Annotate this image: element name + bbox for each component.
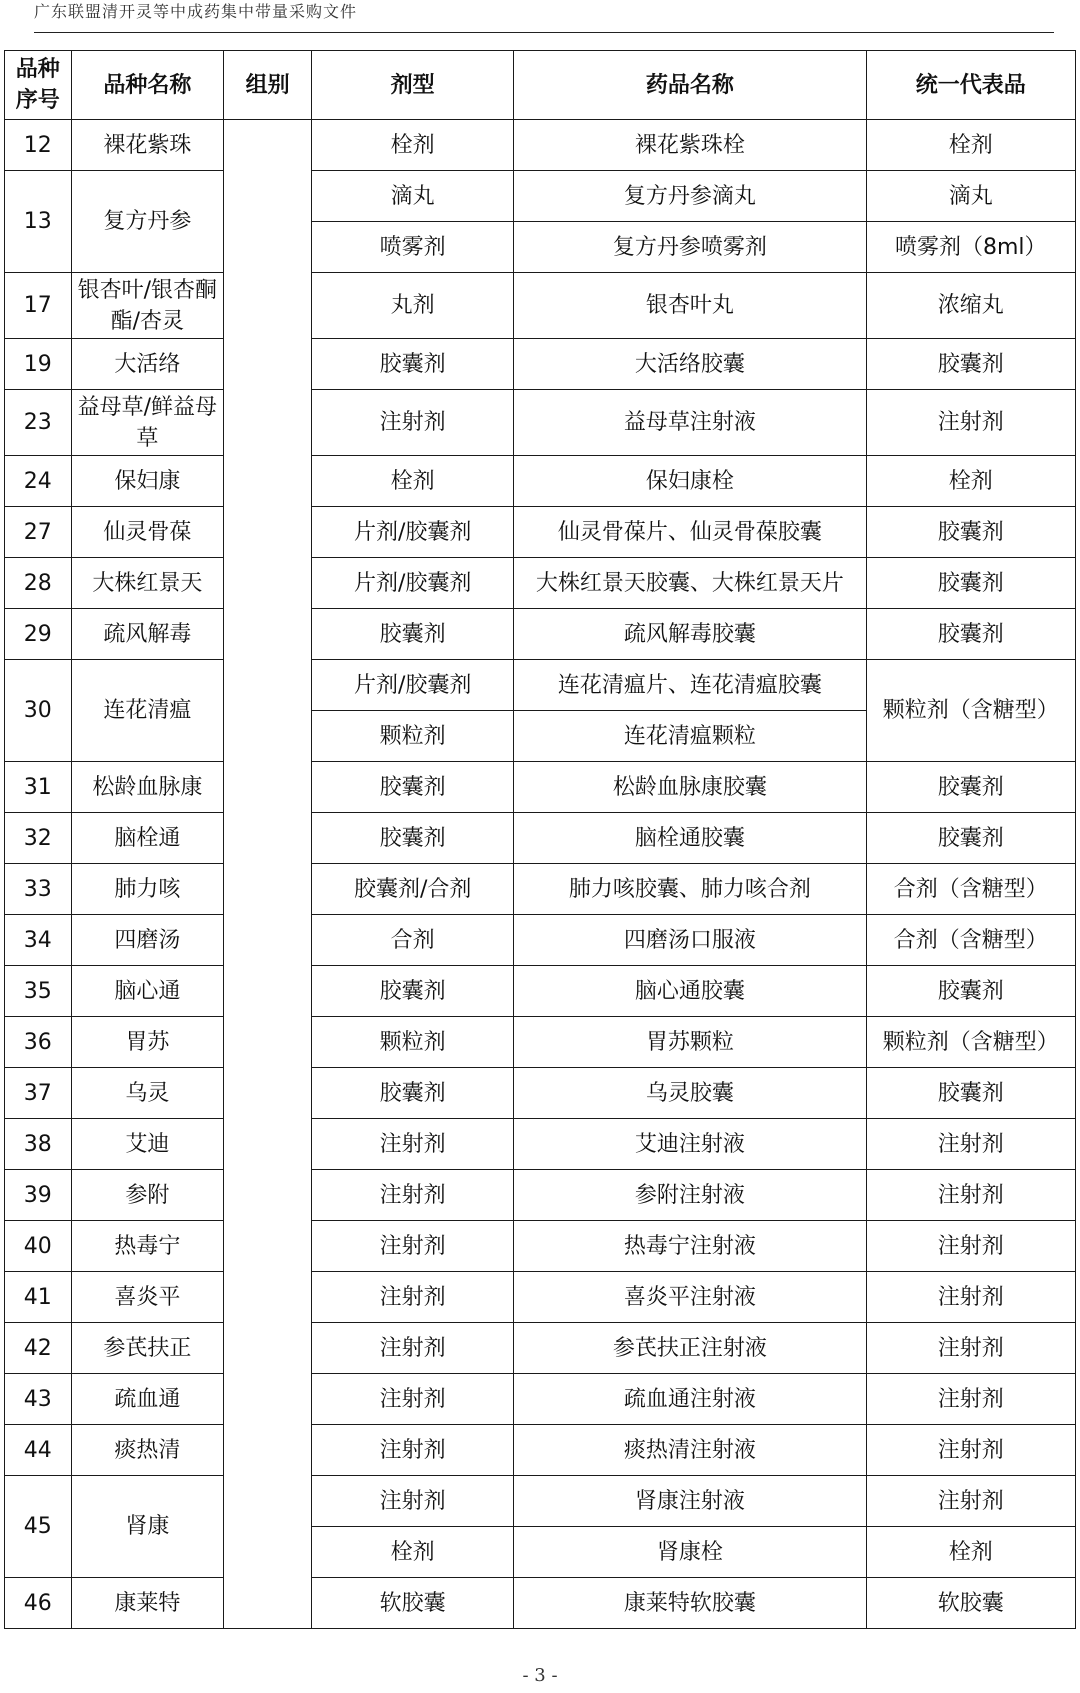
drug-cell: 胃苏颗粒 <box>514 1017 866 1068</box>
rep-cell: 胶囊剂 <box>866 558 1076 609</box>
variety-cell: 康莱特 <box>71 1578 224 1629</box>
form-cell: 胶囊剂 <box>312 966 514 1017</box>
document-header: 广东联盟清开灵等中成药集中带量采购文件 <box>34 2 358 21</box>
variety-cell: 肺力咳 <box>71 864 224 915</box>
table-row <box>5 1170 1076 1221</box>
table-row <box>5 1476 1076 1527</box>
rep-cell: 注射剂 <box>866 1476 1076 1527</box>
drug-cell: 肾康注射液 <box>514 1476 866 1527</box>
variety-cell: 益母草/鲜益母草 <box>71 390 224 456</box>
table-row <box>5 1374 1076 1425</box>
drug-cell: 大活络胶囊 <box>514 339 866 390</box>
form-cell: 胶囊剂 <box>312 813 514 864</box>
variety-cell: 大活络 <box>71 339 224 390</box>
drug-cell: 痰热清注射液 <box>514 1425 866 1476</box>
table-header-row <box>5 51 1076 120</box>
table-row <box>5 1578 1076 1629</box>
form-cell: 合剂 <box>312 915 514 966</box>
table-row <box>5 660 1076 711</box>
rep-cell: 胶囊剂 <box>866 1068 1076 1119</box>
table-row <box>5 1119 1076 1170</box>
table-row <box>5 1425 1076 1476</box>
rep-cell: 栓剂 <box>866 456 1076 507</box>
seq-cell: 38 <box>5 1119 72 1170</box>
rep-cell: 注射剂 <box>866 390 1076 456</box>
seq-cell: 36 <box>5 1017 72 1068</box>
header-seq: 品种 序号 <box>5 51 72 120</box>
table-row <box>5 966 1076 1017</box>
variety-cell: 松龄血脉康 <box>71 762 224 813</box>
rep-cell: 喷雾剂（8ml） <box>866 222 1076 273</box>
header-rep: 统一代表品 <box>866 51 1076 120</box>
table-row <box>5 1017 1076 1068</box>
form-cell: 栓剂 <box>312 456 514 507</box>
seq-cell: 35 <box>5 966 72 1017</box>
variety-cell: 疏风解毒 <box>71 609 224 660</box>
table-row <box>5 1272 1076 1323</box>
seq-cell: 40 <box>5 1221 72 1272</box>
variety-cell: 连花清瘟 <box>71 660 224 762</box>
form-cell: 丸剂 <box>312 273 514 339</box>
drug-cell: 疏风解毒胶囊 <box>514 609 866 660</box>
variety-cell: 肾康 <box>71 1476 224 1578</box>
variety-cell: 大株红景天 <box>71 558 224 609</box>
form-cell: 注射剂 <box>312 1323 514 1374</box>
drug-cell: 脑栓通胶囊 <box>514 813 866 864</box>
variety-cell: 银杏叶/银杏酮酯/杏灵 <box>71 273 224 339</box>
seq-cell: 34 <box>5 915 72 966</box>
drug-cell: 裸花紫珠栓 <box>514 120 866 171</box>
drug-cell: 热毒宁注射液 <box>514 1221 866 1272</box>
seq-cell: 27 <box>5 507 72 558</box>
rep-cell: 胶囊剂 <box>866 609 1076 660</box>
seq-cell: 42 <box>5 1323 72 1374</box>
seq-cell: 37 <box>5 1068 72 1119</box>
drug-cell: 连花清瘟片、连花清瘟胶囊 <box>514 660 866 711</box>
drug-cell: 松龄血脉康胶囊 <box>514 762 866 813</box>
drug-cell: 银杏叶丸 <box>514 273 866 339</box>
rep-cell: 注射剂 <box>866 1119 1076 1170</box>
rep-cell: 滴丸 <box>866 171 1076 222</box>
variety-cell: 参芪扶正 <box>71 1323 224 1374</box>
variety-cell: 喜炎平 <box>71 1272 224 1323</box>
form-cell: 注射剂 <box>312 1476 514 1527</box>
drug-cell: 疏血通注射液 <box>514 1374 866 1425</box>
drug-cell: 喜炎平注射液 <box>514 1272 866 1323</box>
form-cell: 胶囊剂 <box>312 609 514 660</box>
table-row <box>5 813 1076 864</box>
table-row <box>5 1068 1076 1119</box>
rep-cell: 合剂（含糖型） <box>866 915 1076 966</box>
variety-cell: 仙灵骨葆 <box>71 507 224 558</box>
form-cell: 注射剂 <box>312 1425 514 1476</box>
header-rule <box>34 32 1054 33</box>
table-row <box>5 507 1076 558</box>
drug-cell: 肺力咳胶囊、肺力咳合剂 <box>514 864 866 915</box>
seq-cell: 28 <box>5 558 72 609</box>
seq-cell: 23 <box>5 390 72 456</box>
rep-cell: 注射剂 <box>866 1272 1076 1323</box>
header-form: 剂型 <box>312 51 514 120</box>
seq-cell: 44 <box>5 1425 72 1476</box>
form-cell: 注射剂 <box>312 1374 514 1425</box>
form-cell: 注射剂 <box>312 1170 514 1221</box>
group-cell <box>224 120 312 1629</box>
variety-cell: 裸花紫珠 <box>71 120 224 171</box>
variety-cell: 乌灵 <box>71 1068 224 1119</box>
table-row <box>5 339 1076 390</box>
variety-cell: 艾迪 <box>71 1119 224 1170</box>
form-cell: 片剂/胶囊剂 <box>312 660 514 711</box>
seq-cell: 29 <box>5 609 72 660</box>
drug-cell: 大株红景天胶囊、大株红景天片 <box>514 558 866 609</box>
header-drug: 药品名称 <box>514 51 866 120</box>
drug-cell: 参芪扶正注射液 <box>514 1323 866 1374</box>
form-cell: 喷雾剂 <box>312 222 514 273</box>
table-row <box>5 609 1076 660</box>
table-row <box>5 273 1076 339</box>
drug-cell: 康莱特软胶囊 <box>514 1578 866 1629</box>
table-row <box>5 390 1076 456</box>
rep-cell: 胶囊剂 <box>866 813 1076 864</box>
header-variety: 品种名称 <box>71 51 224 120</box>
seq-cell: 30 <box>5 660 72 762</box>
drug-cell: 连花清瘟颗粒 <box>514 711 866 762</box>
rep-cell: 颗粒剂（含糖型） <box>866 660 1076 762</box>
rep-cell: 浓缩丸 <box>866 273 1076 339</box>
drug-cell: 仙灵骨葆片、仙灵骨葆胶囊 <box>514 507 866 558</box>
drug-cell: 保妇康栓 <box>514 456 866 507</box>
table-row <box>5 558 1076 609</box>
drug-cell: 复方丹参滴丸 <box>514 171 866 222</box>
rep-cell: 栓剂 <box>866 1527 1076 1578</box>
header-group: 组别 <box>224 51 312 120</box>
drug-cell: 参附注射液 <box>514 1170 866 1221</box>
seq-cell: 17 <box>5 273 72 339</box>
seq-cell: 33 <box>5 864 72 915</box>
variety-cell: 痰热清 <box>71 1425 224 1476</box>
variety-cell: 热毒宁 <box>71 1221 224 1272</box>
seq-cell: 31 <box>5 762 72 813</box>
variety-cell: 脑栓通 <box>71 813 224 864</box>
seq-cell: 45 <box>5 1476 72 1578</box>
rep-cell: 栓剂 <box>866 120 1076 171</box>
table-row <box>5 456 1076 507</box>
form-cell: 软胶囊 <box>312 1578 514 1629</box>
drug-cell: 脑心通胶囊 <box>514 966 866 1017</box>
rep-cell: 注射剂 <box>866 1425 1076 1476</box>
form-cell: 栓剂 <box>312 120 514 171</box>
drug-cell: 乌灵胶囊 <box>514 1068 866 1119</box>
variety-cell: 四磨汤 <box>71 915 224 966</box>
table-row <box>5 120 1076 171</box>
drug-table <box>4 50 1076 1629</box>
variety-cell: 脑心通 <box>71 966 224 1017</box>
variety-cell: 胃苏 <box>71 1017 224 1068</box>
rep-cell: 胶囊剂 <box>866 507 1076 558</box>
rep-cell: 胶囊剂 <box>866 762 1076 813</box>
rep-cell: 颗粒剂（含糖型） <box>866 1017 1076 1068</box>
variety-cell: 保妇康 <box>71 456 224 507</box>
rep-cell: 注射剂 <box>866 1323 1076 1374</box>
seq-cell: 13 <box>5 171 72 273</box>
rep-cell: 合剂（含糖型） <box>866 864 1076 915</box>
rep-cell: 胶囊剂 <box>866 339 1076 390</box>
drug-cell: 益母草注射液 <box>514 390 866 456</box>
seq-cell: 12 <box>5 120 72 171</box>
drug-cell: 肾康栓 <box>514 1527 866 1578</box>
form-cell: 栓剂 <box>312 1527 514 1578</box>
drug-cell: 四磨汤口服液 <box>514 915 866 966</box>
table-row <box>5 171 1076 222</box>
form-cell: 注射剂 <box>312 1119 514 1170</box>
drug-cell: 复方丹参喷雾剂 <box>514 222 866 273</box>
form-cell: 胶囊剂 <box>312 339 514 390</box>
table-row <box>5 762 1076 813</box>
form-cell: 颗粒剂 <box>312 711 514 762</box>
rep-cell: 软胶囊 <box>866 1578 1076 1629</box>
table-row <box>5 915 1076 966</box>
seq-cell: 41 <box>5 1272 72 1323</box>
form-cell: 片剂/胶囊剂 <box>312 558 514 609</box>
form-cell: 片剂/胶囊剂 <box>312 507 514 558</box>
form-cell: 胶囊剂 <box>312 762 514 813</box>
form-cell: 注射剂 <box>312 1272 514 1323</box>
form-cell: 颗粒剂 <box>312 1017 514 1068</box>
variety-cell: 复方丹参 <box>71 171 224 273</box>
page-number: - 3 - <box>522 1665 558 1686</box>
drug-cell: 艾迪注射液 <box>514 1119 866 1170</box>
table-row <box>5 1221 1076 1272</box>
seq-cell: 43 <box>5 1374 72 1425</box>
seq-cell: 24 <box>5 456 72 507</box>
seq-cell: 32 <box>5 813 72 864</box>
form-cell: 注射剂 <box>312 390 514 456</box>
form-cell: 注射剂 <box>312 1221 514 1272</box>
table-row <box>5 864 1076 915</box>
rep-cell: 注射剂 <box>866 1221 1076 1272</box>
form-cell: 滴丸 <box>312 171 514 222</box>
form-cell: 胶囊剂/合剂 <box>312 864 514 915</box>
seq-cell: 39 <box>5 1170 72 1221</box>
form-cell: 胶囊剂 <box>312 1068 514 1119</box>
rep-cell: 注射剂 <box>866 1374 1076 1425</box>
rep-cell: 注射剂 <box>866 1170 1076 1221</box>
variety-cell: 疏血通 <box>71 1374 224 1425</box>
variety-cell: 参附 <box>71 1170 224 1221</box>
seq-cell: 19 <box>5 339 72 390</box>
seq-cell: 46 <box>5 1578 72 1629</box>
rep-cell: 胶囊剂 <box>866 966 1076 1017</box>
table-row <box>5 1323 1076 1374</box>
